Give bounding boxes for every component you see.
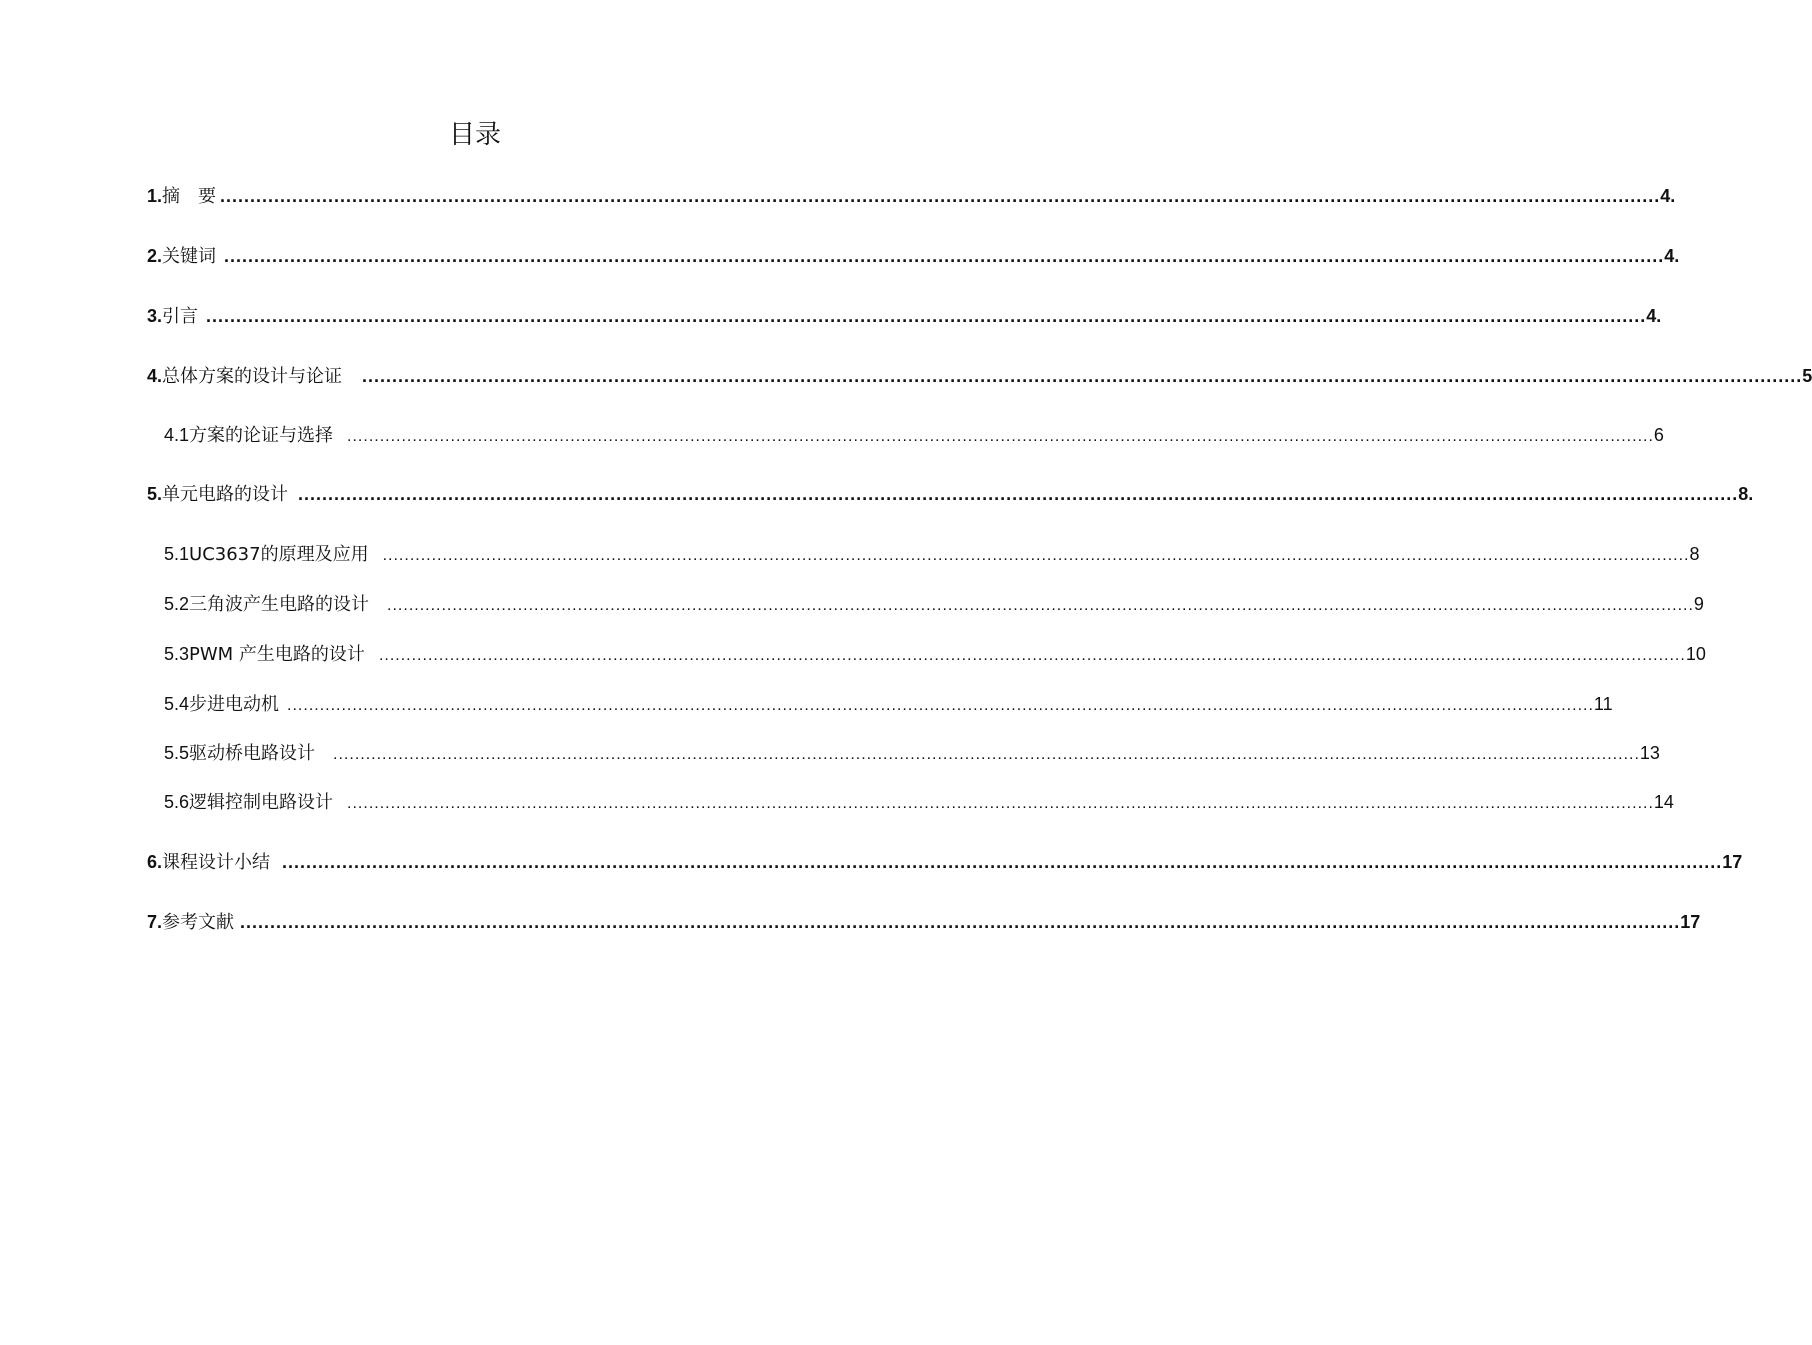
toc-entry-page: 4. <box>1660 186 1676 206</box>
toc-entry-page: 14 <box>1653 792 1674 812</box>
toc-entry[interactable] <box>147 302 1662 330</box>
toc-entry-label: 方案的论证与选择 <box>189 425 334 446</box>
toc-dot-leader: ................................................................................................................................................................................................................................................ <box>347 795 1654 812</box>
toc-entry-page: 8. <box>1738 484 1754 504</box>
toc-dot-leader: ................................................................................................................................................................................................................................................ <box>333 746 1640 763</box>
toc-entry[interactable] <box>147 362 1812 390</box>
toc-entry-label: UC3637的原理及应用 <box>189 544 369 565</box>
toc-entry-label: 引言 <box>162 306 199 327</box>
toc-entry-page: 17 <box>1722 852 1743 872</box>
toc-entry-number: 3. <box>147 306 163 326</box>
toc-dot-leader: ................................................................................................................................................................................................................................................ <box>240 912 1681 932</box>
toc-entry-label: 参考文献 <box>162 912 235 933</box>
toc-entry-label: 步进电动机 <box>189 694 280 715</box>
toc-dot-leader: ................................................................................................................................................................................................................................................ <box>206 306 1647 326</box>
toc-entry-page: 4. <box>1664 246 1680 266</box>
toc-entry-label: PWM 产生电路的设计 <box>189 644 365 665</box>
toc-entry-number: 5.3 <box>164 644 190 664</box>
toc-entry-page: 13 <box>1639 743 1660 763</box>
toc-subentry[interactable] <box>164 739 1660 767</box>
toc-subentry[interactable] <box>164 788 1674 816</box>
toc-subentry[interactable] <box>164 590 1704 618</box>
toc-entry-label: 单元电路的设计 <box>162 484 289 505</box>
toc-entry-page: 17 <box>1680 912 1701 932</box>
toc-entry-number: 2. <box>147 246 163 266</box>
toc-entry[interactable] <box>147 908 1701 936</box>
toc-entry-number: 5.6 <box>164 792 190 812</box>
toc-dot-leader: ................................................................................................................................................................................................................................................ <box>298 484 1739 504</box>
toc-subentry[interactable] <box>164 690 1613 718</box>
toc-entry-page: 6 <box>1653 425 1664 445</box>
toc-entry[interactable] <box>147 848 1743 876</box>
toc-dot-leader: ................................................................................................................................................................................................................................................ <box>378 647 1686 664</box>
toc-entry-label: 总体方案的设计与论证 <box>162 366 343 387</box>
toc-entry-number: 5.1 <box>164 544 190 564</box>
toc-subentry[interactable] <box>164 540 1700 568</box>
toc-entry-page: 5 <box>1802 366 1812 386</box>
toc-entry-number: 5. <box>147 484 163 504</box>
toc-entry-label: 三角波产生电路的设计 <box>189 594 370 615</box>
toc-entry-page: 10 <box>1685 644 1706 664</box>
toc-entry-label: 课程设计小结 <box>162 852 271 873</box>
toc-entry-page: 11 <box>1593 694 1613 714</box>
toc-dot-leader: ................................................................................................................................................................................................................................................ <box>282 852 1723 872</box>
toc-dot-leader: ................................................................................................................................................................................................................................................ <box>287 697 1594 714</box>
toc-entry-number: 5.5 <box>164 743 190 763</box>
toc-entry[interactable] <box>147 242 1680 270</box>
toc-entry[interactable] <box>147 480 1754 508</box>
toc-dot-leader: ................................................................................................................................................................................................................................................ <box>347 428 1654 445</box>
toc-entry-page: 4. <box>1646 306 1662 326</box>
toc-title: 目录 <box>448 120 501 150</box>
toc-entry-label: 逻辑控制电路设计 <box>189 792 334 813</box>
toc-entry[interactable] <box>147 182 1676 210</box>
toc-entry-number: 5.2 <box>164 594 190 614</box>
toc-dot-leader: ................................................................................................................................................................................................................................................ <box>382 547 1690 564</box>
toc-dot-leader: ................................................................................................................................................................................................................................................ <box>220 186 1661 206</box>
toc-dot-leader: ................................................................................................................................................................................................................................................ <box>224 246 1665 266</box>
toc-subentry[interactable] <box>164 640 1706 668</box>
toc-entry-number: 1. <box>147 186 163 206</box>
toc-entry-number: 5.4 <box>164 694 190 714</box>
toc-subentry[interactable] <box>164 421 1664 449</box>
toc-dot-leader: ................................................................................................................................................................................................................................................ <box>362 366 1803 386</box>
toc-entry-page: 8 <box>1689 544 1700 564</box>
toc-entry-label: 关键词 <box>162 246 217 267</box>
toc-entry-number: 4. <box>147 366 163 386</box>
toc-entry-number: 7. <box>147 912 163 932</box>
toc-entry-label: 驱动桥电路设计 <box>189 743 316 764</box>
toc-entry-number: 6. <box>147 852 163 872</box>
toc-entry-page: 9 <box>1693 594 1704 614</box>
toc-dot-leader: ................................................................................................................................................................................................................................................ <box>387 597 1694 614</box>
toc-entry-label: 摘 要 <box>162 186 217 207</box>
toc-entry-number: 4.1 <box>164 425 190 445</box>
